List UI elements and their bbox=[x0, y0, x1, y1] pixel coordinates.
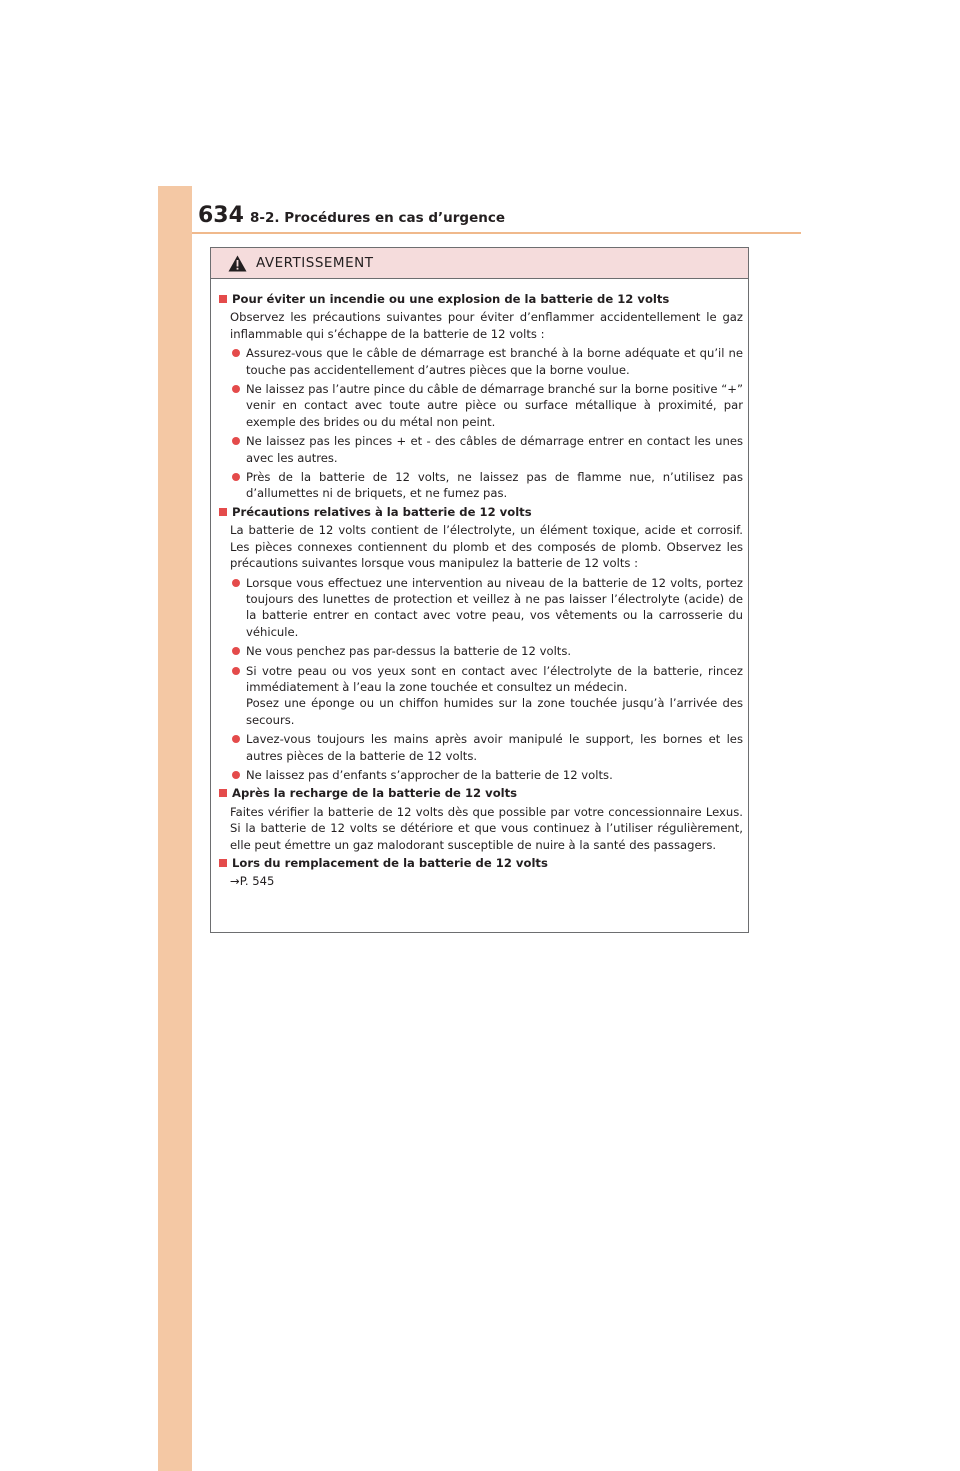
square-bullet-icon bbox=[219, 859, 227, 867]
bullet-text: Si votre peau ou vos yeux sont en contact avec l’électrolyte de la batterie, rincez immédiatement à l’eau la zone touchée et consultez un médecin. bbox=[246, 663, 743, 694]
round-bullet-icon bbox=[232, 473, 240, 481]
list-item: Ne laissez pas les pinces + et - des câbles de démarrage entrer en contact les unes avec les autres. bbox=[230, 433, 743, 466]
square-bullet-icon bbox=[219, 789, 227, 797]
square-bullet-icon bbox=[219, 295, 227, 303]
warning-body bbox=[211, 279, 748, 890]
round-bullet-icon bbox=[232, 667, 240, 675]
list-item: Ne laissez pas l’autre pince du câble de démarrage branché sur la borne positive “+” venir en contact avec toute autre pièce ou surface métallique à proximité, par exemple des brides ou du métal non peint. bbox=[230, 381, 743, 430]
warning-header bbox=[211, 248, 748, 279]
round-bullet-icon bbox=[232, 771, 240, 779]
side-band bbox=[158, 186, 192, 1471]
header-rule bbox=[192, 232, 801, 234]
section-intro: Observez les précautions suivantes pour éviter d’enflammer accidentellement le gaz inflammable qui s’échappe de la batterie de 12 volts : bbox=[230, 310, 743, 341]
list-item: Assurez-vous que le câble de démarrage est branché à la borne adéquate et qu’il ne touche pas accidentellement d’autres pièces que la borne voulue. bbox=[230, 345, 743, 378]
section-intro: Faites vérifier la batterie de 12 volts dès que possible par votre concessionnaire Lexus. Si la batterie de 12 volts se détériore et que vous continuez à l’utiliser régulièrement, elle peut émettre un gaz malodorant susceptible de nuire à la santé des passagers. bbox=[230, 804, 743, 852]
round-bullet-icon bbox=[232, 579, 240, 587]
page-number: 634 bbox=[198, 203, 244, 228]
warning-triangle-icon bbox=[228, 255, 247, 272]
section-title: 8-2. Procédures en cas d’urgence bbox=[250, 210, 505, 226]
list-item: Près de la batterie de 12 volts, ne laissez pas de flamme nue, n’utilisez pas d’allumettes ni de briquets, et ne fumez pas. bbox=[230, 469, 743, 502]
warning-box bbox=[210, 247, 749, 933]
section-heading: Précautions relatives à la batterie de 12 volts bbox=[218, 504, 743, 520]
section-heading: Après la recharge de la batterie de 12 volts bbox=[218, 785, 743, 801]
section-intro: La batterie de 12 volts contient de l’électrolyte, un élément toxique, acide et corrosif. Les pièces connexes contiennent du plomb et des composés de plomb. Observez les précautions suivantes lorsque vous manipulez la batterie de 12 volts : bbox=[230, 523, 743, 571]
square-bullet-icon bbox=[219, 508, 227, 516]
section-heading: Pour éviter un incendie ou une explosion de la batterie de 12 volts bbox=[218, 291, 743, 307]
warning-title: AVERTISSEMENT bbox=[256, 255, 374, 271]
round-bullet-icon bbox=[232, 385, 240, 393]
page-reference-link[interactable]: →P. 545 bbox=[230, 874, 275, 889]
list-item: Ne vous penchez pas par-dessus la batterie de 12 volts. bbox=[230, 643, 743, 659]
round-bullet-icon bbox=[232, 735, 240, 743]
round-bullet-icon bbox=[232, 349, 240, 357]
round-bullet-icon bbox=[232, 437, 240, 445]
list-item bbox=[230, 663, 743, 729]
list-item: Lavez-vous toujours les mains après avoir manipulé le support, les bornes et les autres pièces de la batterie de 12 volts. bbox=[230, 731, 743, 764]
round-bullet-icon bbox=[232, 647, 240, 655]
list-item: Ne laissez pas d’enfants s’approcher de la batterie de 12 volts. bbox=[230, 767, 743, 783]
list-item: Lorsque vous effectuez une intervention au niveau de la batterie de 12 volts, portez toujours des lunettes de protection et veillez à ne pas laisser l’électrolyte (acide) de la batterie entrer en contact avec votre peau, vos vêtements ou la carrosserie du véhicule. bbox=[230, 575, 743, 641]
bullet-text-extra: Posez une éponge ou un chiffon humides sur la zone touchée jusqu’à l’arrivée des secours. bbox=[246, 696, 743, 727]
section-heading: Lors du remplacement de la batterie de 12 volts bbox=[218, 855, 743, 871]
